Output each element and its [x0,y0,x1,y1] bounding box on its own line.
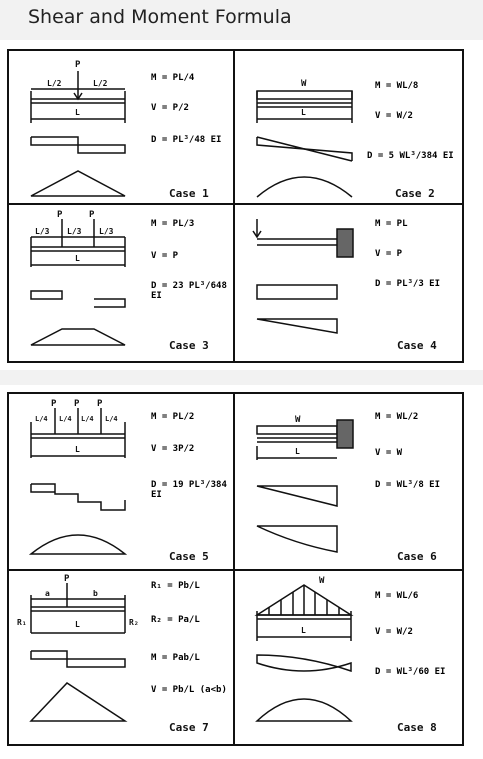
svg-text:R₂: R₂ [129,618,139,627]
svg-text:L: L [75,254,80,263]
case-7-formula-4: V = Pb/L (a<b) [151,685,227,695]
svg-text:L/4: L/4 [35,415,48,423]
svg-text:P: P [97,399,103,409]
case-5-formula-3: D = 19 PL³/384 EI [151,480,227,500]
case-4-formula-1: M = PL [375,219,408,229]
case-4-formula-3: D = PL³/3 EI [375,279,441,289]
svg-text:L/2: L/2 [93,79,108,88]
case-6-formula-2: V = W [375,448,403,458]
svg-text:P: P [74,399,80,409]
svg-text:P: P [64,574,70,584]
case-2-cell [235,51,462,203]
case-1-cell [9,51,233,203]
lower-sheet [0,385,483,759]
case-5-formula-1: M = PL/2 [151,412,195,422]
case-4-label: Case 4 [397,339,437,352]
case-8-formula-2: V = W/2 [375,627,413,637]
case-2-label: Case 2 [395,187,435,200]
upper-grid [7,49,464,363]
case-5-label: Case 5 [169,550,209,563]
svg-text:R₁: R₁ [17,618,27,627]
case-2-formula-2: V = W/2 [375,111,413,121]
case-6-formula-1: M = WL/2 [375,412,419,422]
case-3-label: Case 3 [169,339,209,352]
case-7-formula-3: M = Pab/L [151,653,200,663]
svg-text:W: W [301,79,307,89]
case-1-formula-3: D = PL³/48 EI [151,135,222,145]
case-8-label: Case 8 [397,721,437,734]
svg-text:L/4: L/4 [105,415,118,423]
lower-grid [7,392,464,746]
case-2-diagrams [235,51,462,203]
svg-text:L: L [295,447,300,456]
case-4-cell [235,205,462,361]
svg-text:P: P [75,60,81,70]
svg-text:L/4: L/4 [81,415,94,423]
case-1-formula-1: M = PL/4 [151,73,195,83]
svg-text:L/4: L/4 [59,415,72,423]
svg-text:W: W [319,576,325,586]
case-7-formula-2: R₂ = Pa/L [151,615,200,625]
case-1-diagrams [9,51,233,203]
case-3-formula-3: D = 23 PL³/648 EI [151,281,227,301]
case-7-formula-1: R₁ = Pb/L [151,581,200,591]
page-title: Shear and Moment Formula [28,6,292,28]
svg-text:P: P [51,399,57,409]
case-8-diagrams [235,571,462,744]
upper-sheet [0,40,483,370]
case-5-cell [9,394,233,569]
svg-text:P: P [57,210,63,220]
case-1-label: Case 1 [169,187,209,200]
case-6-label: Case 6 [397,550,437,563]
case-8-formula-3: D = WL³/60 EI [375,667,446,677]
svg-text:b: b [93,589,98,598]
svg-text:L: L [75,445,80,454]
case-4-formula-2: V = P [375,249,403,259]
svg-text:L/2: L/2 [47,79,62,88]
case-8-formula-1: M = WL/6 [375,591,419,601]
svg-text:L/3: L/3 [35,227,50,236]
svg-text:L/3: L/3 [99,227,114,236]
svg-text:W: W [295,415,301,425]
svg-text:L: L [301,626,306,635]
svg-text:P: P [89,210,95,220]
case-3-formula-1: M = PL/3 [151,219,195,229]
case-7-label: Case 7 [169,721,209,734]
svg-text:L: L [301,108,306,117]
case-3-formula-2: V = P [151,251,179,261]
case-1-formula-2: V = P/2 [151,103,189,113]
case-3-cell [9,205,233,361]
case-7-cell [9,571,233,744]
case-5-formula-2: V = 3P/2 [151,444,195,454]
case-2-formula-3: D = 5 WL³/384 EI [367,151,454,161]
svg-text:L/3: L/3 [67,227,82,236]
svg-text:a: a [45,589,50,598]
svg-text:L: L [75,108,80,117]
case-6-formula-3: D = WL³/8 EI [375,480,441,490]
case-2-formula-1: M = WL/8 [375,81,419,91]
case-8-cell [235,571,462,744]
case-6-cell [235,394,462,569]
svg-text:L: L [75,620,80,629]
